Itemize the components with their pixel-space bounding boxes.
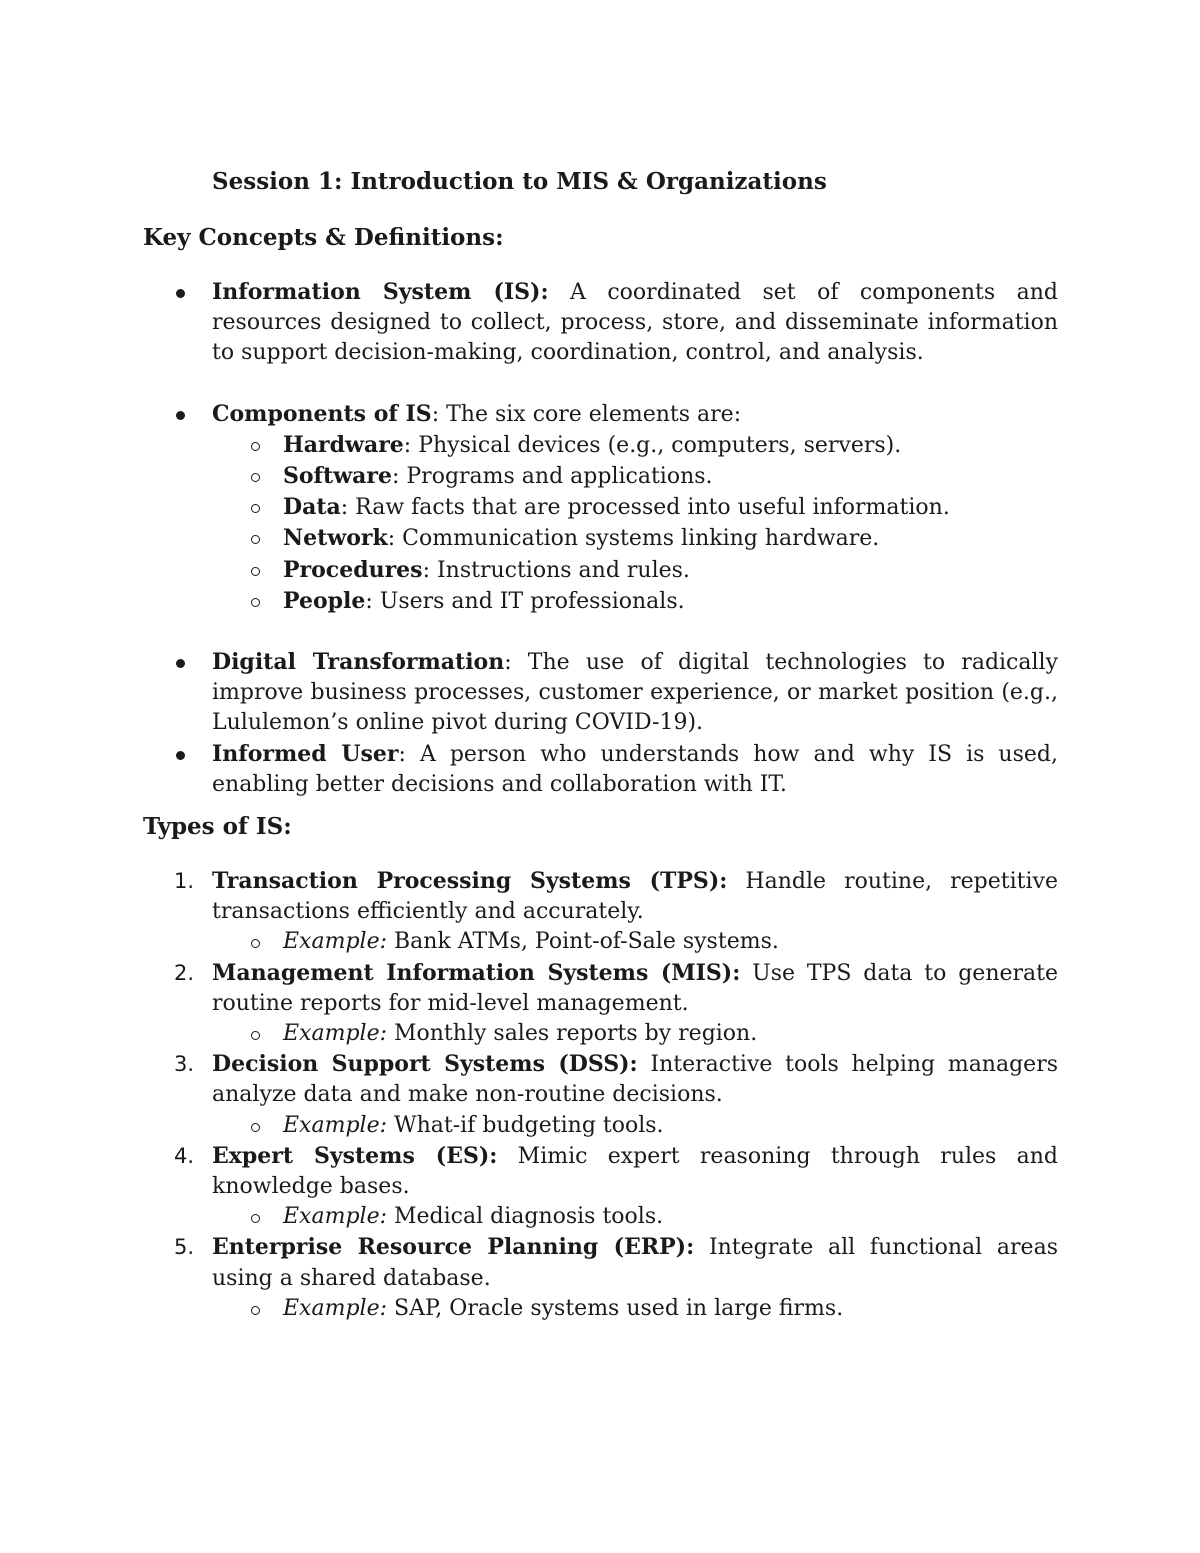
list-item [212,647,1058,739]
term: Decision Support Systems (DSS): [212,1051,638,1078]
definition: Handle routine, repetitive transactions efficiently and accurately. [212,869,1058,925]
example-text: Bank ATMs, Point-of-Sale systems. [387,929,779,955]
example-label: Example: [283,1204,387,1230]
list-number: 4. [174,1143,195,1168]
list-number: 2. [174,960,195,985]
list-item [212,399,1058,430]
term: Network [283,525,388,552]
bullet-disc-icon [176,659,185,668]
example-label: Example: [283,1021,387,1047]
definition: : Raw facts that are processed into useful information. [340,495,950,521]
types-heading: Types of IS: [143,813,292,840]
definition: A coordinated set of components and resources designed to collect, process, store, and disseminate information to support decision-making, coordination, control, and analysis. [212,280,1058,366]
definition: : A person who understands how and why IS is used, enabling better decisions and collaboration with IT. [212,741,1058,797]
types-list [174,866,1059,1324]
sub-list-item [283,586,1058,617]
term: Procedures [283,556,423,583]
definition: : Users and IT professionals. [365,588,685,614]
bullet-disc-icon [176,411,185,420]
definition: : Instructions and rules. [422,557,690,583]
list-number: 1. [174,869,195,893]
bullet-circle-icon [251,473,260,482]
definition: Interactive tools helping managers analyze data and make non-routine decisions. [212,1052,1059,1108]
term: Expert Systems (ES): [212,1142,498,1169]
term: Data [283,494,341,521]
example-label: Example: [283,1295,387,1321]
definition: : Communication systems linking hardware. [387,526,880,552]
term: Informed User [212,740,399,767]
definition: : The six core elements are: [431,401,742,427]
page-title: Session 1: Introduction to MIS & Organizations [212,168,827,195]
term: Digital Transformation [212,649,505,676]
definition: : Programs and applications. [391,464,713,490]
sub-list-item [283,1202,1058,1232]
bullet-circle-icon [251,1031,260,1040]
list-item [174,866,1058,927]
example-text: Monthly sales reports by region. [387,1021,758,1047]
sub-list-item [283,555,1058,586]
spacer [212,369,1058,399]
sub-list-item [283,1111,1058,1141]
list-item [174,1141,1058,1202]
bullet-circle-icon [251,504,260,513]
example-label: Example: [283,929,387,955]
key-concepts-list [212,277,1058,800]
example-label: Example: [283,1112,387,1138]
bullet-disc-icon [176,289,185,298]
list-item [212,739,1058,800]
definition: Use TPS data to generate routine reports for mid-level management. [212,960,1058,1016]
definition: Integrate all functional areas using a shared database. [212,1235,1058,1291]
term: People [283,587,366,614]
example-text: SAP, Oracle systems used in large firms. [387,1295,844,1321]
bullet-circle-icon [251,1306,260,1315]
sub-list-item [283,523,1058,554]
example-text: Medical diagnosis tools. [387,1204,664,1230]
definition: : The use of digital technologies to radically improve business processes, customer experience, or market position (e.g., Lululemon’s online pivot during COVID-19). [212,650,1058,736]
definition: Mimic expert reasoning through rules and knowledge bases. [212,1143,1058,1200]
term: Enterprise Resource Planning (ERP): [212,1234,695,1261]
bullet-circle-icon [251,442,260,451]
list-item [174,1232,1058,1293]
sub-list-item [283,1019,1058,1049]
bullet-circle-icon [251,535,260,544]
sub-list-item [283,1294,1058,1324]
term: Software [283,463,392,490]
list-number: 5. [174,1235,195,1260]
bullet-circle-icon [251,1123,260,1132]
sub-list-item [283,461,1058,492]
sub-list-item [283,430,1058,461]
sub-list-item [283,492,1058,523]
term: Hardware [283,431,404,458]
example-text: What-if budgeting tools. [387,1112,664,1138]
list-number: 3. [174,1052,195,1077]
list-item [212,277,1058,369]
bullet-circle-icon [251,567,260,576]
spacer [212,617,1058,647]
bullet-disc-icon [176,751,185,760]
bullet-circle-icon [251,939,260,948]
key-concepts-heading: Key Concepts & Definitions: [143,224,504,251]
term: Management Information Systems (MIS): [212,959,741,986]
term: Components of IS [212,400,432,427]
list-item [174,958,1058,1019]
term: Transaction Processing Systems (TPS): [212,868,728,894]
definition: : Physical devices (e.g., computers, servers). [403,432,902,458]
term: Information System (IS): [212,279,549,305]
list-item [174,1049,1059,1110]
sub-list-item [283,927,1058,957]
bullet-circle-icon [251,1214,260,1223]
bullet-circle-icon [251,598,260,607]
